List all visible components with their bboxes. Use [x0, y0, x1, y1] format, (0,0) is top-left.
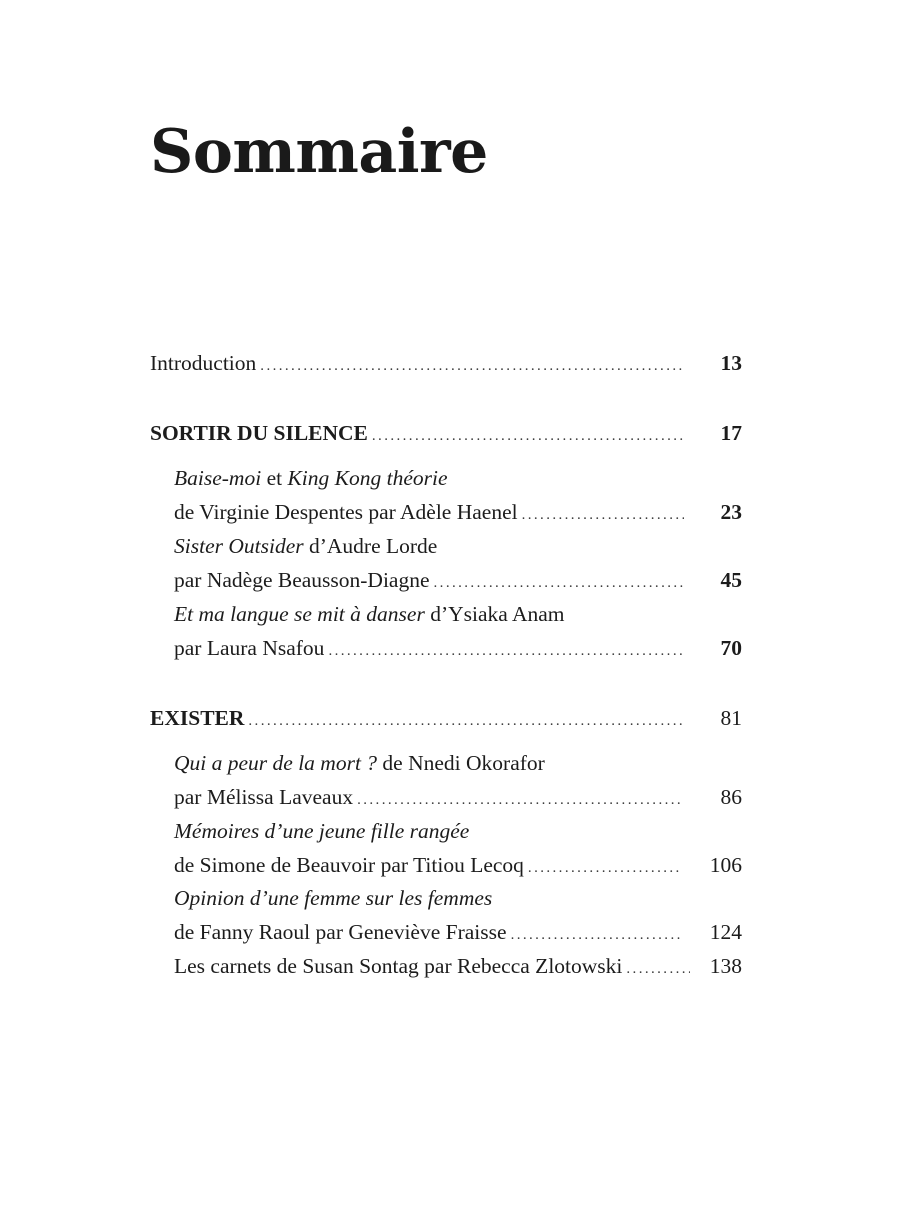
page-number: 70 [720, 636, 742, 660]
toc-entry[interactable] [174, 915, 742, 949]
page-number: 13 [720, 351, 742, 375]
toc-section-sortir-du-silence[interactable] [150, 416, 742, 450]
toc-entry-title[interactable] [174, 461, 742, 495]
toc-section-exister[interactable] [150, 701, 742, 735]
toc-entry[interactable] [174, 563, 742, 597]
book-title: Sister Outsider [174, 534, 304, 558]
page-number: 106 [709, 853, 742, 877]
toc-entry-byline: de Fanny Raoul par Geneviève Fraisse [174, 920, 507, 944]
page-number: 45 [720, 568, 742, 592]
toc-entry[interactable] [174, 495, 742, 529]
book-title: Mémoires d’une jeune fille rangée [174, 819, 470, 843]
dot-leader [522, 498, 684, 532]
page-title: Sommaire [150, 117, 488, 187]
toc-entry-title[interactable] [174, 881, 742, 915]
toc-entry-title[interactable] [174, 746, 742, 780]
toc-entry-label: Introduction [150, 351, 257, 375]
dot-leader [248, 704, 684, 738]
page-number: 81 [720, 706, 742, 730]
author-text: d’Audre Lorde [303, 534, 438, 558]
page-number: 17 [720, 421, 742, 445]
book-title: Opinion d’une femme sur les femmes [174, 886, 493, 910]
toc-entry-introduction[interactable] [150, 346, 742, 380]
toc-entry-byline: par Nadège Beausson-Diagne [174, 568, 430, 592]
toc-entry-byline: de Virginie Despentes par Adèle Haenel [174, 500, 518, 524]
page-number: 124 [709, 920, 742, 944]
dot-leader [626, 952, 689, 986]
book-title: Et ma langue se mit à danser [174, 602, 425, 626]
dot-leader [328, 634, 684, 668]
toc-entry-title[interactable] [174, 597, 742, 631]
dot-leader [372, 419, 684, 453]
author-text: de Nnedi Okorafor [377, 751, 545, 775]
author-text: d’Ysiaka Anam [424, 602, 565, 626]
toc-entry[interactable] [174, 631, 742, 665]
book-title: King Kong théorie [287, 466, 448, 490]
toc-entry-byline: Les carnets de Susan Sontag par Rebecca Zlotowski [174, 954, 623, 978]
title-connector: et [261, 466, 288, 490]
page-number: 86 [720, 785, 742, 809]
toc-entry[interactable] [174, 848, 742, 882]
dot-leader [528, 851, 680, 885]
dot-leader [357, 783, 684, 817]
section-title: SORTIR DU SILENCE [150, 421, 368, 445]
dot-leader [511, 918, 680, 952]
page-number: 138 [709, 954, 742, 978]
toc-entry-title[interactable] [174, 814, 742, 848]
book-title: Baise-moi [174, 466, 262, 490]
toc-entry-byline: de Simone de Beauvoir par Titiou Lecoq [174, 853, 524, 877]
toc-entry-byline: par Mélissa Laveaux [174, 785, 354, 809]
dot-leader [434, 566, 684, 600]
section-title: EXISTER [150, 706, 245, 730]
toc-entry-title[interactable] [174, 529, 742, 563]
dot-leader [260, 349, 684, 383]
toc-entry-byline: par Laura Nsafou [174, 636, 325, 660]
book-title: Qui a peur de la mort ? [174, 751, 378, 775]
toc-entry[interactable] [174, 949, 742, 983]
toc-entry[interactable] [174, 780, 742, 814]
page-number: 23 [720, 500, 742, 524]
